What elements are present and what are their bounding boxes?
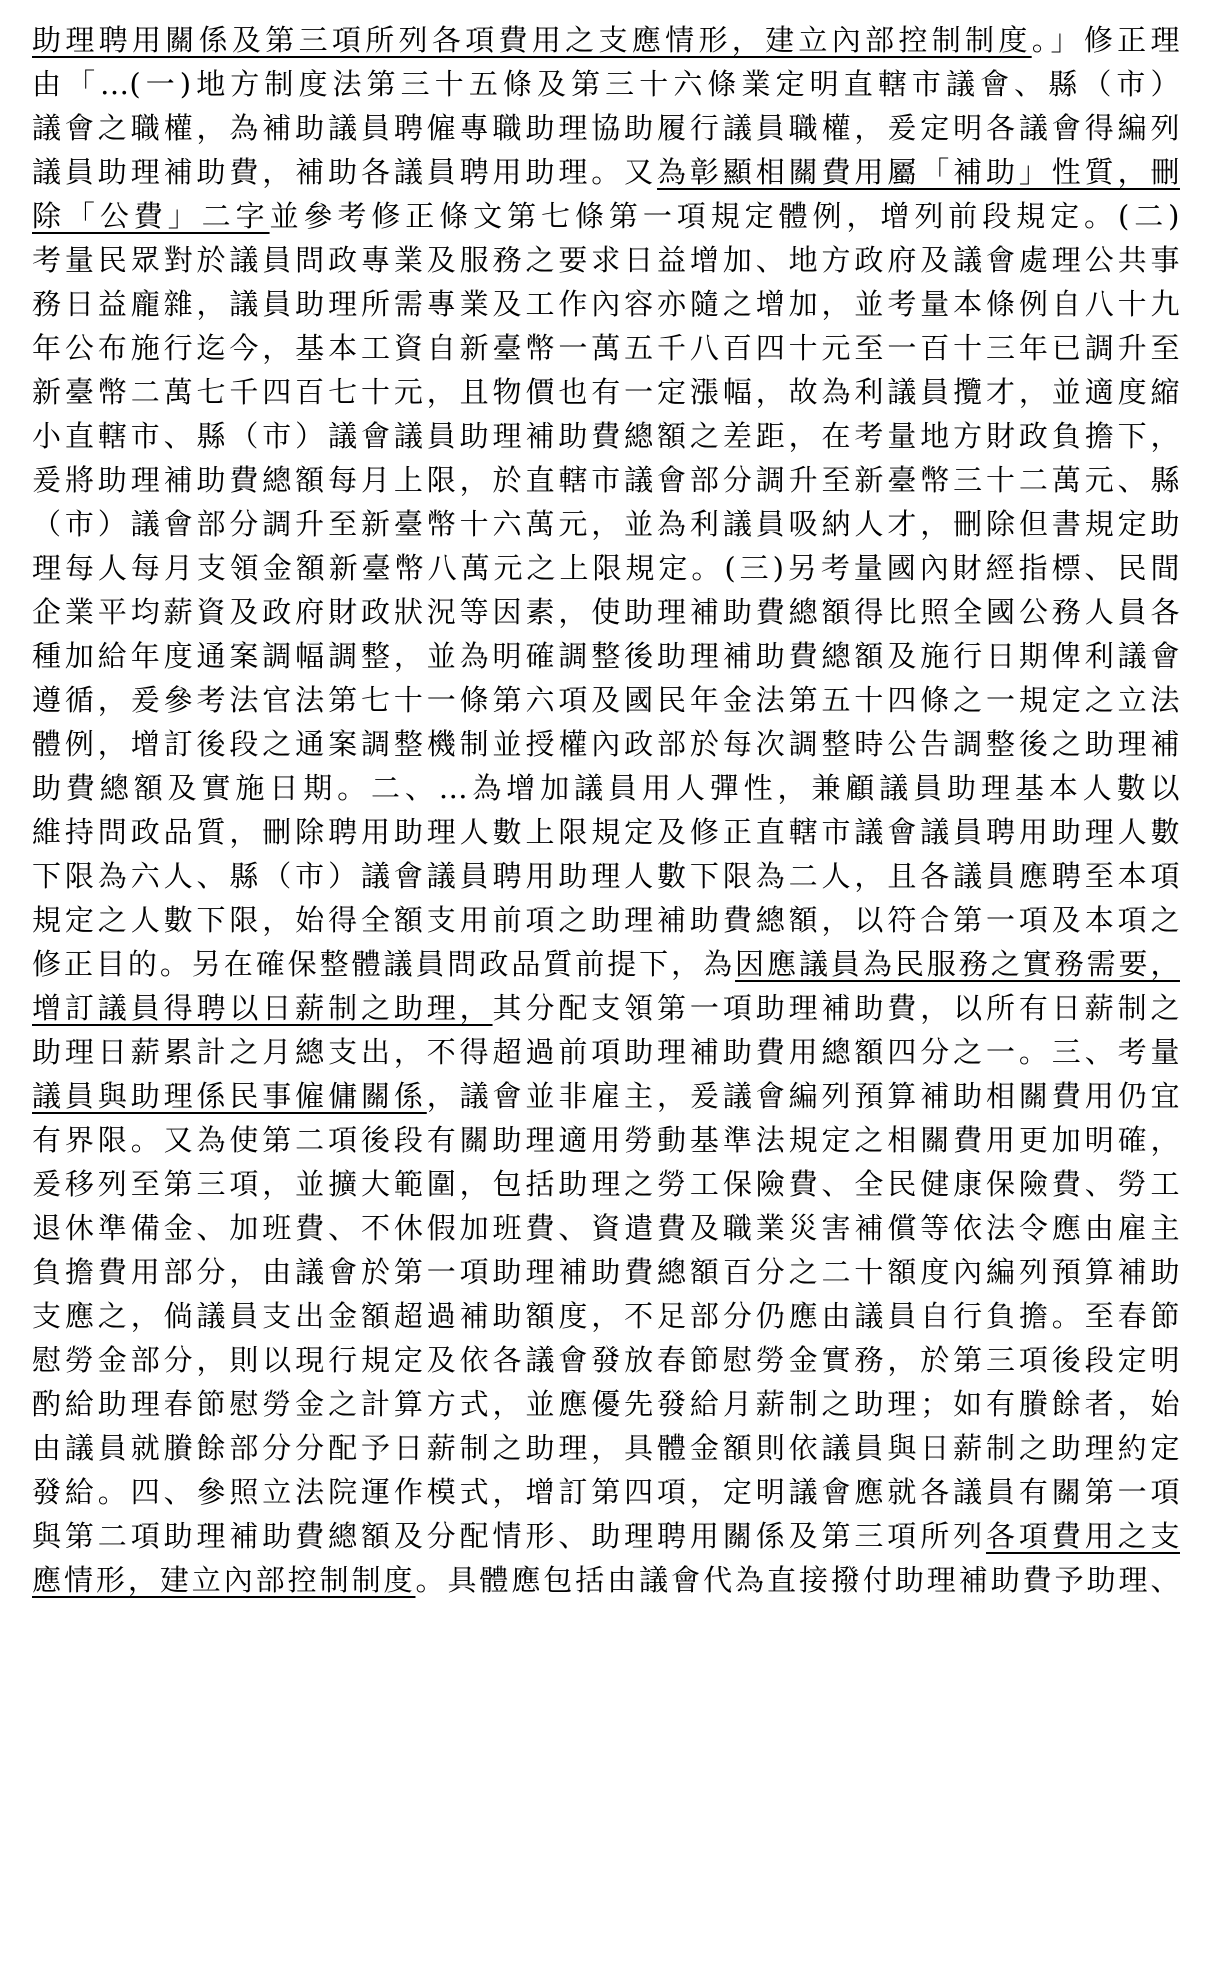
text-line [32,1074,1180,1118]
underlined-text: 各項費用之支 [986,1519,1180,1553]
text-segment: 爰將助理補助費總額每月上限，於直轄市議會部分調升至新臺幣三十二萬元、縣 [32,463,1180,497]
text-line [32,282,1180,326]
text-segment: ，議會並非雇主，爰議會編列預算補助相關費用仍宜 [426,1079,1180,1113]
text-segment: 與第二項助理補助費總額及分配情形、助理聘用關係及第三項所列 [32,1519,986,1553]
text-segment: 考量民眾對於議員問政專業及服務之要求日益增加、地方政府及議會處理公共事 [32,243,1180,277]
text-line [32,634,1180,678]
text-line [32,942,1180,986]
text-segment: 由議員就賸餘部分分配予日薪制之助理，具體金額則依議員與日薪制之助理約定 [32,1431,1180,1465]
text-line [32,1118,1180,1162]
text-segment: 議員助理補助費，補助各議員聘用助理。又 [32,155,658,189]
text-line [32,1250,1180,1294]
text-segment: 爰移列至第三項，並擴大範圍，包括助理之勞工保險費、全民健康保險費、勞工 [32,1167,1180,1201]
text-line [32,502,1180,546]
text-segment: 酌給助理春節慰勞金之計算方式，並應優先發給月薪制之助理；如有賸餘者，始 [32,1387,1180,1421]
text-line [32,1558,1180,1602]
text-line [32,678,1180,722]
text-line [32,1294,1180,1338]
text-line [32,722,1180,766]
text-segment: 遵循，爰參考法官法第七十一條第六項及國民年金法第五十四條之一規定之立法 [32,683,1180,717]
text-line [32,238,1180,282]
text-segment: 。」修正理 [1031,23,1180,57]
text-line [32,62,1180,106]
text-line [32,854,1180,898]
underlined-text: 因應議員為民服務之實務需要， [735,947,1180,981]
text-segment: 其分配支領第一項助理補助費，以所有日薪制之 [492,991,1180,1025]
text-segment: 有界限。又為使第二項後段有關助理適用勞動基準法規定之相關費用更加明確， [32,1123,1180,1157]
document-page [32,18,1180,1602]
text-segment: 規定之人數下限，始得全額支用前項之助理補助費總額，以符合第一項及本項之 [32,903,1180,937]
text-segment: 企業平均薪資及政府財政狀況等因素，使助理補助費總額得比照全國公務人員各 [32,595,1180,629]
text-line [32,458,1180,502]
underlined-text: 應情形，建立內部控制制度 [32,1563,416,1597]
text-segment: 支應之，倘議員支出金額超過補助額度，不足部分仍應由議員自行負擔。至春節 [32,1299,1180,1333]
text-line [32,590,1180,634]
text-line [32,1338,1180,1382]
text-segment: 理每人每月支領金額新臺幣八萬元之上限規定。(三)另考量國內財經指標、民間 [32,551,1180,585]
text-line [32,370,1180,414]
underlined-text: 助理聘用關係及第三項所列各項費用之支應情形，建立內部控制制度 [32,23,1032,57]
underlined-text: 除「公費」二字 [32,199,270,233]
text-line [32,1162,1180,1206]
text-segment: 。具體應包括由議會代為直接撥付助理補助費予助理、 [415,1563,1180,1597]
text-segment: 助費總額及實施日期。二、...為增加議員用人彈性，兼顧議員助理基本人數以 [32,771,1180,805]
text-line [32,326,1180,370]
text-line [32,106,1180,150]
text-segment: 修正目的。另在確保整體議員問政品質前提下，為 [32,947,736,981]
underlined-text: 增訂議員得聘以日薪制之助理， [32,991,493,1025]
text-line [32,414,1180,458]
text-segment: 退休準備金、加班費、不休假加班費、資遣費及職業災害補償等依法令應由雇主 [32,1211,1180,1245]
text-line [32,18,1180,62]
underlined-text: 為彰顯相關費用屬「補助」性質，刪 [657,155,1180,189]
text-line [32,1382,1180,1426]
text-line [32,1426,1180,1470]
text-segment: 新臺幣二萬七千四百七十元，且物價也有一定漲幅，故為利議員攬才，並適度縮 [32,375,1180,409]
text-segment: 小直轄市、縣（市）議會議員助理補助費總額之差距，在考量地方財政負擔下， [32,419,1180,453]
text-segment: 維持問政品質，刪除聘用助理人數上限規定及修正直轄市議會議員聘用助理人數 [32,815,1180,849]
text-line [32,194,1180,238]
text-line [32,766,1180,810]
text-segment: （市）議會部分調升至新臺幣十六萬元，並為利議員吸納人才，刪除但書規定助 [32,507,1180,541]
text-line [32,150,1180,194]
text-line [32,1470,1180,1514]
text-segment: 下限為六人、縣（市）議會議員聘用助理人數下限為二人，且各議員應聘至本項 [32,859,1180,893]
text-line [32,986,1180,1030]
text-segment: 負擔費用部分，由議會於第一項助理補助費總額百分之二十額度內編列預算補助 [32,1255,1180,1289]
text-line [32,1030,1180,1074]
text-segment: 體例，增訂後段之通案調整機制並授權內政部於每次調整時公告調整後之助理補 [32,727,1180,761]
text-segment: 發給。四、參照立法院運作模式，增訂第四項，定明議會應就各議員有關第一項 [32,1475,1180,1509]
text-segment: 由「...(一)地方制度法第三十五條及第三十六條業定明直轄市議會、縣（市） [32,67,1180,101]
text-segment: 助理日薪累計之月總支出，不得超過前項助理補助費用總額四分之一。三、考量 [32,1035,1180,1069]
text-line [32,546,1180,590]
text-segment: 議會之職權，為補助議員聘僱專職助理協助履行議員職權，爰定明各議會得編列 [32,111,1180,145]
text-line [32,898,1180,942]
underlined-text: 議員與助理係民事僱傭關係 [32,1079,427,1113]
text-segment: 年公布施行迄今，基本工資自新臺幣一萬五千八百四十元至一百十三年已調升至 [32,331,1180,365]
text-segment: 種加給年度通案調幅調整，並為明確調整後助理補助費總額及施行日期俾利議會 [32,639,1180,673]
text-segment: 並參考修正條文第七條第一項規定體例，增列前段規定。(二) [269,199,1180,233]
text-segment: 務日益龐雜，議員助理所需專業及工作內容亦隨之增加，並考量本條例自八十九 [32,287,1180,321]
text-segment: 慰勞金部分，則以現行規定及依各議會發放春節慰勞金實務，於第三項後段定明 [32,1343,1180,1377]
text-line [32,1514,1180,1558]
text-line [32,810,1180,854]
text-line [32,1206,1180,1250]
